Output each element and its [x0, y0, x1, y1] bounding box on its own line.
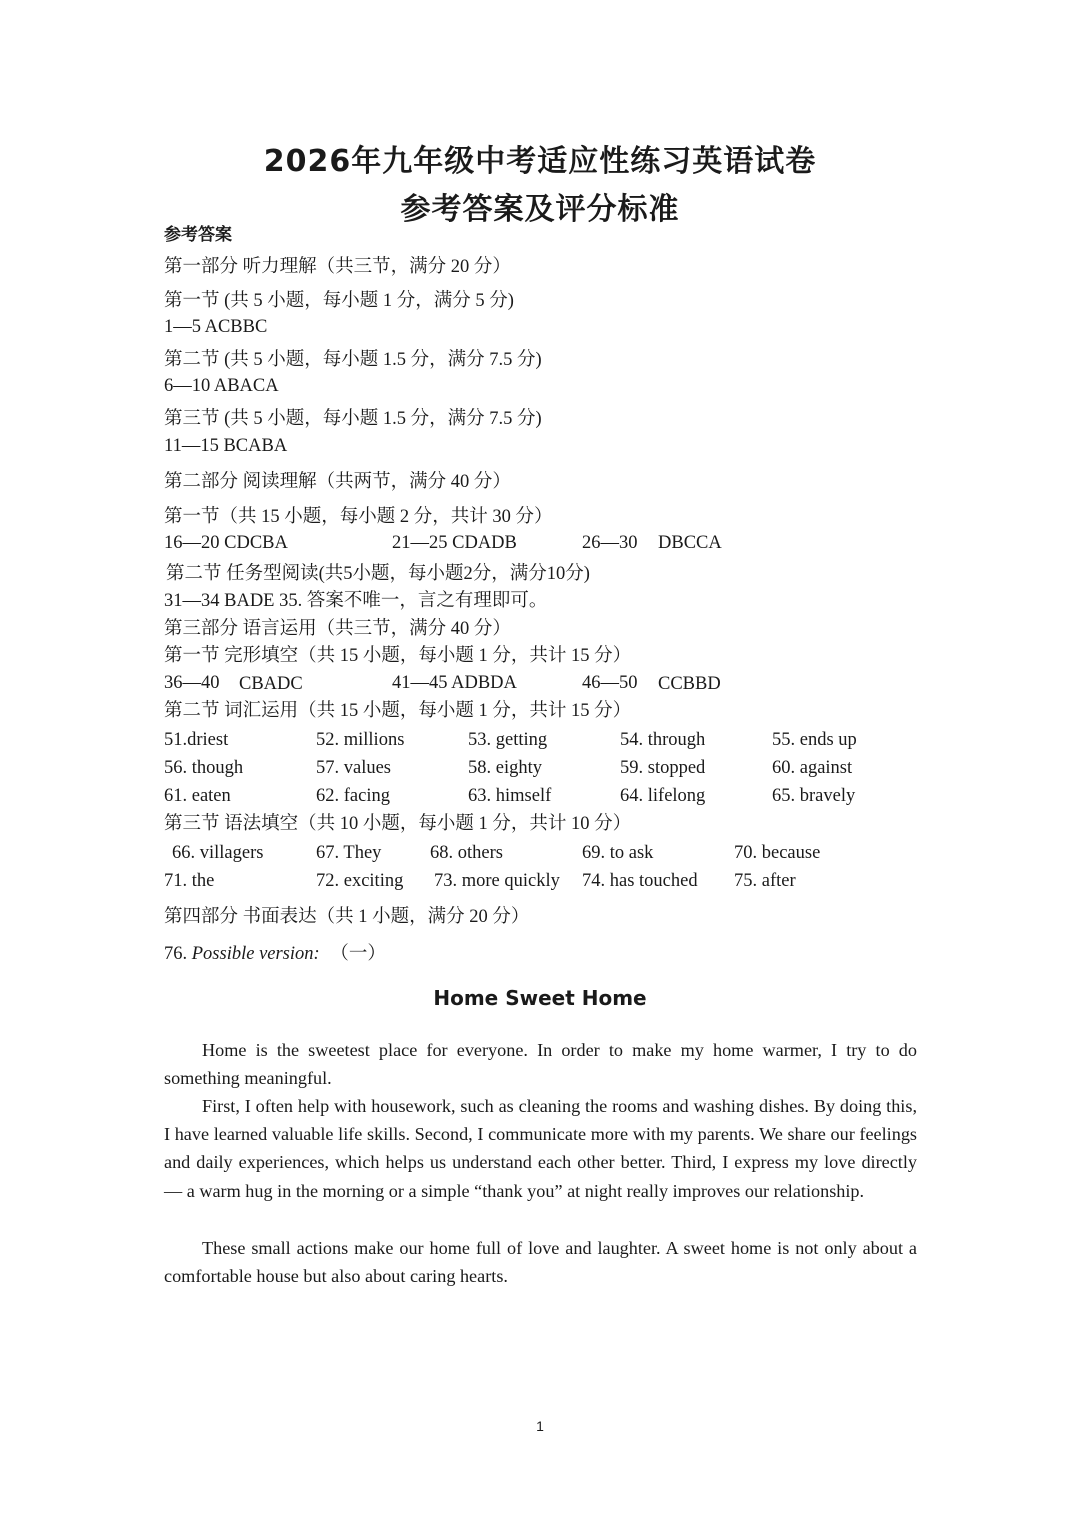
part2-section1-answer-a: 16—20 CDCBA — [164, 533, 288, 553]
document-subtitle: 参考答案及评分标准 — [400, 192, 680, 227]
document-title: 2026年九年级中考适应性练习英语试卷 — [263, 144, 817, 179]
vocab-answer: 53. getting — [468, 730, 548, 750]
grammar-answer: 73. more quickly — [434, 871, 560, 891]
q76-number: 76. — [164, 944, 188, 964]
part3-section1-answer-c: CCBBD — [658, 674, 721, 694]
part2-section1-heading: 第一节（共 15 小题，每小题 2 分，共计 30 分） — [164, 507, 553, 527]
vocab-answer: 57. values — [316, 758, 392, 778]
q76-version-marker: （一） — [330, 944, 386, 964]
part2-section1-answer-b: 21—25 CDADB — [392, 533, 517, 553]
part1-section3-heading: 第三节 (共 5 小题，每小题 1.5 分，满分 7.5 分) — [164, 409, 542, 429]
vocab-answer: 52. millions — [316, 730, 405, 750]
grammar-answer: 66. villagers — [172, 843, 264, 863]
part3-section1-answer-a: CBADC — [239, 674, 303, 694]
vocab-answer: 65. bravely — [772, 786, 856, 806]
grammar-answer: 67. They — [316, 843, 382, 863]
part1-section1-heading: 第一节 (共 5 小题，每小题 1 分，满分 5 分) — [164, 291, 514, 311]
part4-heading: 第四部分 书面表达（共 1 小题，满分 20 分） — [164, 907, 530, 927]
vocab-answer: 59. stopped — [620, 758, 706, 778]
essay-paragraph: These small actions make our home full of love and laughter. A sweet home is not only about a comfortable house but also about caring hearts. — [164, 1238, 917, 1287]
grammar-answer: 71. the — [164, 871, 215, 891]
part2-heading: 第二部分 阅读理解（共两节，满分 40 分） — [164, 472, 511, 492]
part3-section1-range-c: 46—50 — [582, 673, 638, 693]
grammar-answer: 74. has touched — [582, 871, 698, 891]
page-number: 1 — [536, 1418, 544, 1434]
vocab-answer: 60. against — [772, 758, 853, 778]
part1-section3-answers: 11—15 BCABA — [164, 436, 288, 456]
grammar-answer: 68. others — [430, 843, 503, 863]
vocab-answer: 62. facing — [316, 786, 390, 806]
part2-section2-answers: 31—34 BADE 35. 答案不唯一，言之有理即可。 — [164, 591, 548, 611]
part3-section1-heading: 第一节 完形填空（共 15 小题，每小题 1 分，共计 15 分） — [164, 646, 632, 666]
essay-paragraph: First, I often help with housework, such as cleaning the rooms and washing dishes. By doing this, I have learned valuable life skills. Second, I communicate more with my parents. We share our feelings and daily experiences, which helps us understand each other better. Third, I express my love directly — a warm hug in the morning or a simple “thank you” at night really improves our relationship. — [164, 1096, 917, 1201]
q76-possible-version: Possible version: — [191, 944, 320, 964]
vocab-answer: 63. himself — [468, 786, 552, 806]
part3-section2-heading: 第二节 词汇运用（共 15 小题，每小题 1 分，共计 15 分） — [164, 701, 632, 721]
part3-heading: 第三部分 语言运用（共三节，满分 40 分） — [164, 619, 511, 639]
grammar-answer: 72. exciting — [316, 871, 404, 891]
part2-section1-answer-c: DBCCA — [658, 533, 722, 553]
vocab-answer: 56. though — [164, 758, 244, 778]
part1-section2-answers: 6—10 ABACA — [164, 376, 279, 396]
grammar-answer: 70. because — [734, 843, 821, 863]
essay-title: Home Sweet Home — [433, 986, 647, 1010]
q76-label — [164, 943, 386, 965]
part1-heading: 第一部分 听力理解（共三节，满分 20 分） — [164, 257, 511, 277]
part3-section3-heading: 第三节 语法填空（共 10 小题，每小题 1 分，共计 10 分） — [164, 814, 632, 834]
part1-section1-answers: 1—5 ACBBC — [164, 317, 268, 337]
vocab-answer: 55. ends up — [772, 730, 857, 750]
vocab-answer: 54. through — [620, 730, 706, 750]
part3-section1-answer-b: 41—45 ADBDA — [392, 673, 517, 693]
part3-section1-range-a: 36—40 — [164, 673, 220, 693]
vocab-answer: 61. eaten — [164, 786, 231, 806]
vocab-answer: 51.driest — [164, 730, 229, 750]
grammar-answer: 69. to ask — [582, 843, 654, 863]
part1-section2-heading: 第二节 (共 5 小题，每小题 1.5 分，满分 7.5 分) — [164, 350, 542, 370]
vocab-answer: 64. lifelong — [620, 786, 706, 806]
vocab-answer: 58. eighty — [468, 758, 542, 778]
part2-section1-answer-c-range: 26—30 — [582, 533, 638, 553]
grammar-answer: 75. after — [734, 871, 796, 891]
answers-heading: 参考答案 — [164, 225, 232, 245]
part2-section2-heading: 第二节 任务型阅读(共5小题，每小题2分，满分10分) — [166, 564, 590, 584]
essay-paragraph: Home is the sweetest place for everyone. In order to make my home warmer, I try to do something meaningful. — [164, 1040, 917, 1089]
